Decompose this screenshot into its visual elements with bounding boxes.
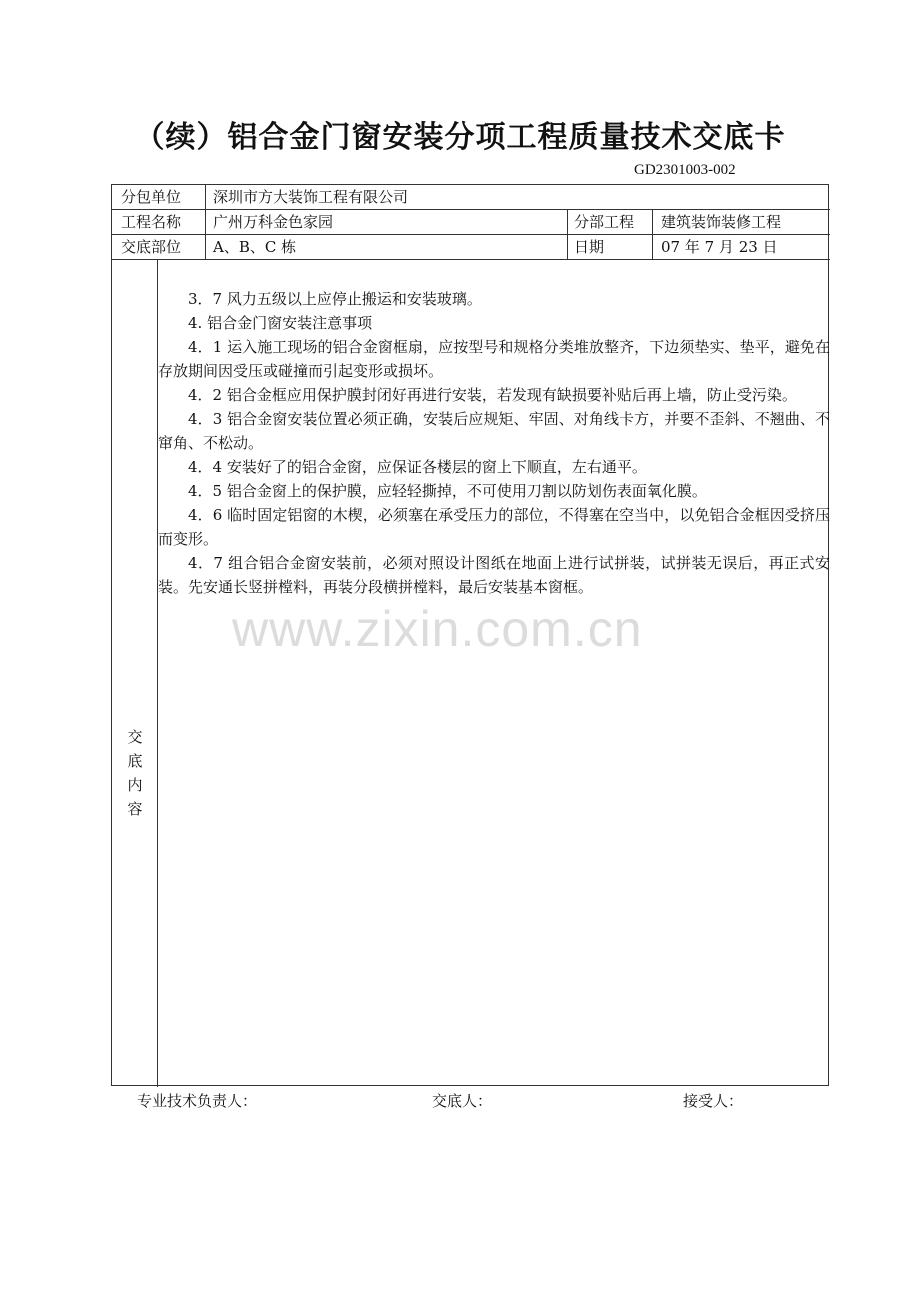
column-divider [567, 209, 568, 259]
content-paragraph: 4．7 组合铝合金窗安装前，必须对照设计图纸在地面上进行试拼装，试拼装无误后，再正式安装。先安通长竖拼樘料，再装分段横拼樘料，最后安装基本窗框。 [158, 554, 830, 596]
location-label: 交底部位 [121, 238, 182, 256]
division-label: 分部工程 [574, 213, 635, 231]
content-paragraph: 4．1 运入施工现场的铝合金窗框扇，应按型号和规格分类堆放整齐，下边须垫实、垫平，避免在存放期间因受压或碰撞而引起变形或损坏。 [158, 338, 830, 380]
column-divider [652, 209, 653, 259]
row-divider [112, 259, 830, 260]
content-label-char: 容 [127, 800, 143, 818]
watermark: www.zixin.com.cn [232, 601, 643, 657]
project-value: 广州万科金色家园 [213, 213, 334, 231]
document-title: （续）铝合金门窗安装分项工程质量技术交底卡 [134, 120, 786, 155]
content-paragraph: 4．6 临时固定铝窗的木楔，必须塞在承受压力的部位，不得塞在空当中，以免铝合金框因受挤压而变形。 [158, 506, 830, 548]
tech-lead-signature: 专业技术负责人： [137, 1092, 258, 1110]
content-body [158, 287, 830, 599]
content-paragraph: 4．5 铝合金窗上的保护膜，应轻轻撕掉，不可使用刀割以防划伤表面氧化膜。 [188, 482, 707, 500]
presenter-signature: 交底人： [432, 1092, 493, 1110]
document-code: GD2301003-002 [634, 162, 736, 178]
content-paragraph: 4．4 安装好了的铝合金窗，应保证各楼层的窗上下顺直，左右通平。 [188, 458, 647, 476]
receiver-signature: 接受人： [683, 1092, 744, 1110]
subcontractor-label: 分包单位 [121, 188, 182, 206]
project-label: 工程名称 [121, 213, 182, 231]
content-section-label [112, 725, 158, 821]
date-label: 日期 [574, 238, 605, 256]
column-divider [205, 185, 206, 259]
content-paragraph: 3．7 风力五级以上应停止搬运和安装玻璃。 [188, 290, 482, 308]
content-paragraph: 4．2 铝合金框应用保护膜封闭好再进行安装，若发现有缺损要补贴后再上墙，防止受污染。 [188, 386, 797, 404]
content-paragraph: 4．3 铝合金窗安装位置必须正确，安装后应规矩、牢固、对角线卡方，并要不歪斜、不翘曲、不窜角、不松动。 [158, 410, 830, 452]
subcontractor-value: 深圳市方大装饰工程有限公司 [213, 188, 409, 206]
content-label-char: 交 [127, 728, 143, 746]
location-value: A、B、C 栋 [213, 238, 297, 256]
content-label-char: 底 [127, 752, 143, 770]
content-label-char: 内 [127, 776, 143, 794]
date-value: 07 年 7 月 23 日 [661, 238, 778, 256]
division-value: 建筑装饰装修工程 [661, 213, 782, 231]
content-paragraph: 4. 铝合金门窗安装注意事项 [188, 314, 373, 332]
